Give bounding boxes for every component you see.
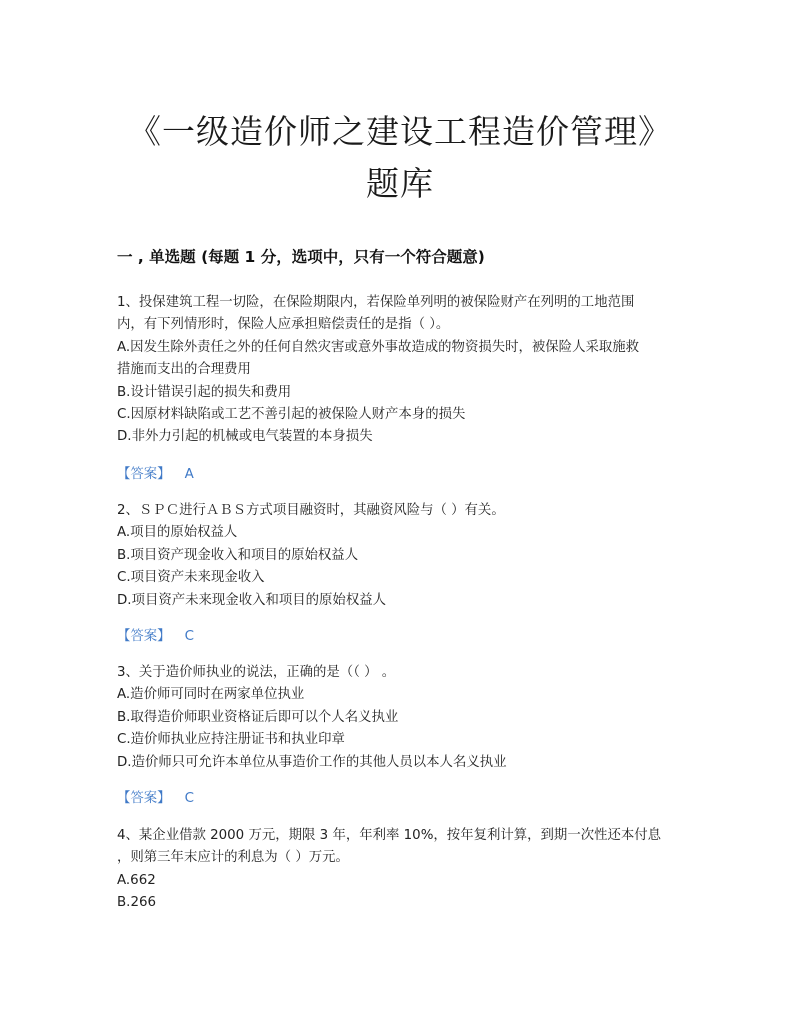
option-b: B.取得造价师职业资格证后即可以个人名义执业 [117,709,399,725]
answer-label: 【答案】 [117,629,171,644]
question-stem: 内，有下列情形时，保险人应承担赔偿责任的是指（ ）。 [117,317,450,333]
answer-value: A [184,467,194,482]
question-stem: ，则第三年末应计的利息为（ ）万元。 [117,850,349,866]
question-4 [117,825,687,915]
answer-label: 【答案】 [117,467,171,482]
option-a: A.662 [117,872,156,888]
option-b: B.266 [117,895,157,911]
option-c: C.项目资产未来现金收入 [117,570,265,586]
option-c: C.因原材料缺陷或工艺不善引起的被保险人财产本身的损失 [117,407,466,423]
option-a: A.造价师可同时在两家单位执业 [117,687,305,703]
question-stem: 1、投保建筑工程一切险，在保险期限内，若保险单列明的被保险财产在列明的工地范围 [117,295,635,310]
question-stem: 2、ＳＰＣ进行ＡＢＳ方式项目融资时，其融资风险与（ ）有关。 [117,503,505,518]
question-stem: 3、关于造价师执业的说法，正确的是（（ ） 。 [117,665,396,680]
answer-value: C [184,629,194,644]
section-heading: 一 , 单选题 (每题 1 分，选项中，只有一个符合题意) [117,248,485,266]
question-2 [117,500,687,612]
answer-3 [117,788,194,810]
question-1 [117,292,687,449]
answer-value: C [184,791,194,806]
document-title: 《一级造价师之建设工程造价管理》 [128,112,672,151]
option-c: C.造价师执业应持注册证书和执业印章 [117,732,345,748]
answer-2 [117,626,194,648]
answer-1 [117,464,194,486]
question-3 [117,662,687,774]
answer-label: 【答案】 [117,791,171,806]
option-b: B.项目资产现金收入和项目的原始权益人 [117,547,359,563]
option-d: D.非外力引起的机械或电气装置的本身损失 [117,429,373,445]
document-title-line2: 题库 [366,164,434,203]
option-a-continued: 措施而支出的合理费用 [117,362,251,378]
option-d: D.项目资产未来现金收入和项目的原始权益人 [117,592,386,608]
option-b: B.设计错误引起的损失和费用 [117,384,292,400]
option-a: A.因发生除外责任之外的任何自然灾害或意外事故造成的物资损失时，被保险人采取施救 [117,339,640,355]
option-a: A.项目的原始权益人 [117,525,238,541]
option-d: D.造价师只可允许本单位从事造价工作的其他人员以本人名义执业 [117,754,507,770]
question-stem: 4、某企业借款 2000 万元，期限 3 年，年利率 10%，按年复利计算，到期一次性还本付息 [117,828,662,843]
